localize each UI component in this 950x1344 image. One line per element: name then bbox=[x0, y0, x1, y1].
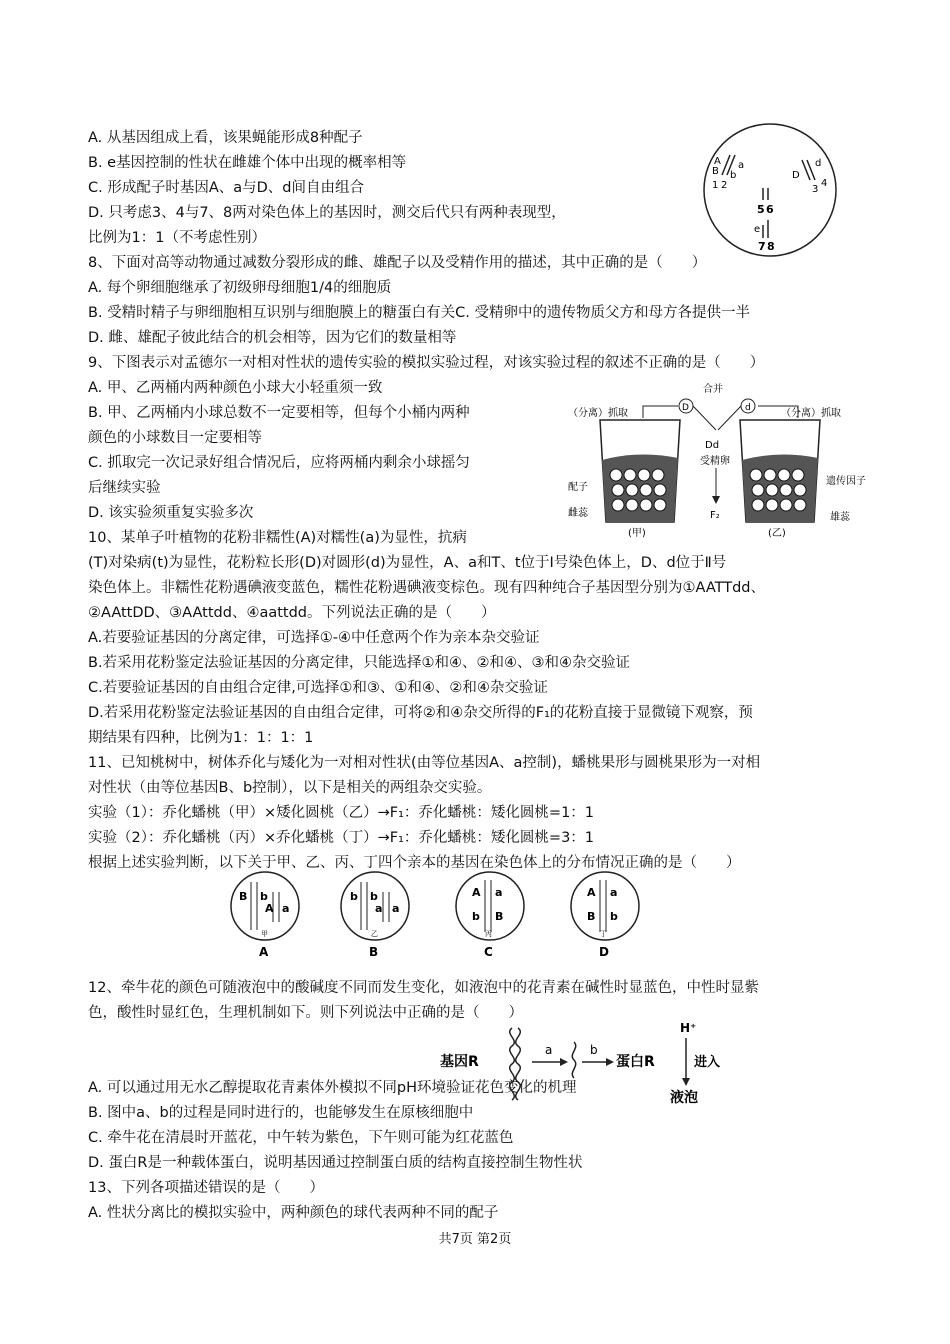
option-A-diagram bbox=[231, 872, 299, 959]
option-letter: A bbox=[259, 945, 269, 959]
option-line: A. 可以通过用无水乙醇提取花青素体外模拟不同pH环境验证花色变化的机理 bbox=[88, 1080, 577, 1096]
enter-label: 进入 bbox=[694, 1055, 721, 1070]
gene-label: b bbox=[260, 890, 268, 903]
gene-label: 5 bbox=[757, 203, 765, 216]
text-line: 染色体上。非糯性花粉遇碘液变蓝色，糯性花粉遇碘液变棕色。现有四种纯合子基因型分别为①AATTdd、 bbox=[88, 580, 765, 596]
gene-label: D bbox=[792, 170, 800, 181]
parent-label: 甲 bbox=[261, 930, 268, 938]
page-footer: 共7页 第2页 bbox=[438, 1232, 512, 1247]
text-line: 实验（1）：乔化蟠桃（甲）×矮化圆桃（乙）→F₁：乔化蟠桃：矮化圆桃=1：1 bbox=[88, 805, 595, 821]
merge-label: 合并 bbox=[703, 384, 723, 395]
text-line: 根据上述实验判断，以下关于甲、乙、丙、丁四个亲本的基因在染色体上的分布情况正确的是（ ） bbox=[88, 855, 741, 871]
gene-label: a bbox=[610, 886, 618, 899]
text-line: 期结果有四种，比例为1：1：1：1 bbox=[88, 730, 314, 746]
text-line: 色，酸性时显红色，生理机制如下。则下列说法中正确的是（ ） bbox=[88, 1005, 523, 1021]
bucket-yi-label: (乙) bbox=[768, 528, 786, 539]
gene-label: a bbox=[495, 886, 503, 899]
option-line: D. 蛋白R是一种载体蛋白，说明基因通过控制蛋白质的结构直接控制生物性状 bbox=[88, 1155, 583, 1171]
option-line: D.若采用花粉鉴定法验证基因的自由组合定律，可将②和④杂交所得的F₁的花粉直接于显微镜下观察，预 bbox=[88, 705, 753, 721]
gene-r-label: 基因R bbox=[440, 1054, 479, 1070]
ball-d: d bbox=[745, 403, 751, 413]
option-B-diagram bbox=[341, 872, 409, 959]
zygote-label: 受精卵 bbox=[700, 456, 730, 467]
gene-label: 6 bbox=[766, 203, 774, 216]
option-line: A.若要验证基因的分离定律，可选择①-④中任意两个作为亲本杂交验证 bbox=[88, 630, 540, 646]
gene-label: a bbox=[392, 902, 400, 915]
option-line: B. e基因控制的性状在雌雄个体中出现的概率相等 bbox=[88, 155, 407, 171]
parent-label: 丙 bbox=[485, 930, 492, 938]
chromosome-cell-figure bbox=[700, 120, 840, 260]
ball-D: D bbox=[682, 403, 689, 413]
proton-label: H⁺ bbox=[680, 1021, 697, 1035]
question-10: 10、某单子叶植物的花粉非糯性(A)对糯性(a)为显性，抗病 bbox=[88, 530, 467, 546]
bucket-jia-label: (甲) bbox=[628, 528, 646, 539]
parent-label: 乙 bbox=[371, 930, 378, 938]
f2-label: F₂ bbox=[710, 510, 720, 521]
pistil-label: 雌蕊 bbox=[568, 508, 588, 519]
option-line: A. 从基因组成上看，该果蝇能形成8种配子 bbox=[88, 130, 363, 146]
gene-label: b bbox=[370, 890, 378, 903]
bucket-simulation-figure bbox=[568, 380, 868, 540]
option-D-diagram bbox=[571, 872, 639, 959]
question-9: 9、下图表示对孟德尔一对相对性状的遗传实验的模拟实验过程，对该实验过程的叙述不正确的是（ ） bbox=[88, 355, 765, 371]
gene-label: b bbox=[730, 170, 737, 181]
gene-label: A bbox=[714, 156, 721, 167]
gene-label: A bbox=[472, 886, 481, 899]
gene-label: A bbox=[587, 886, 596, 899]
option-line: C. 牵牛花在清晨时开蓝花，中午转为紫色，下午则可能为红花蓝色 bbox=[88, 1130, 514, 1146]
question-12: 12、牵牛花的颜色可随液泡中的酸碱度不同而发生变化，如液泡中的花青素在碱性时显蓝色，中性时显紫 bbox=[88, 980, 759, 996]
option-line: B. 受精时精子与卵细胞相互识别与细胞膜上的糖蛋白有关C. 受精卵中的遗传物质父方和母方各提供一半 bbox=[88, 305, 751, 321]
option-line: D. 雌、雄配子彼此结合的机会相等，因为它们的数量相等 bbox=[88, 330, 457, 346]
zygote-genotype: Dd bbox=[705, 440, 720, 451]
text-line: 实验（2）：乔化蟠桃（丙）×乔化蟠桃（丁）→F₁：乔化蟠桃：矮化圆桃=3：1 bbox=[88, 830, 595, 846]
gene-label: 1 bbox=[712, 180, 719, 191]
gene-label: b bbox=[350, 890, 358, 903]
option-line: A. 性状分离比的模拟实验中，两种颜色的球代表两种不同的配子 bbox=[88, 1205, 499, 1221]
option-line: D. 该实验须重复实验多次 bbox=[88, 505, 254, 521]
option-line: A. 每个卵细胞继承了初级卵母细胞1/4的细胞质 bbox=[88, 280, 392, 296]
question-11: 11、已知桃树中，树体乔化与矮化为一对相对性状(由等位基因A、a控制)，蟠桃果形与圆桃果形为一对相 bbox=[88, 755, 761, 771]
option-line: C. 形成配子时基因A、a与D、d间自由组合 bbox=[88, 180, 365, 196]
gene-label: A bbox=[265, 902, 274, 915]
gene-label: 8 bbox=[767, 240, 775, 253]
process-a-label: a bbox=[545, 1043, 553, 1057]
options-abcd-figure bbox=[225, 870, 645, 960]
question-13: 13、下列各项描述错误的是（ ） bbox=[88, 1180, 324, 1196]
option-letter: B bbox=[369, 945, 379, 959]
gene-label: a bbox=[375, 902, 383, 915]
gene-pathway-figure bbox=[440, 1018, 740, 1108]
option-letter: D bbox=[599, 945, 609, 959]
text-line: 比例为1：1（不考虑性别） bbox=[88, 230, 266, 246]
option-line: B.若采用花粉鉴定法验证基因的分离定律，只能选择①和④、②和④、③和④杂交验证 bbox=[88, 655, 631, 671]
text-line: 后继续实验 bbox=[88, 480, 161, 496]
gene-label: B bbox=[239, 890, 248, 903]
gene-label: 3 bbox=[812, 184, 819, 195]
gene-label: B bbox=[712, 166, 719, 177]
gene-label: d bbox=[815, 158, 822, 169]
gene-label: e bbox=[754, 224, 761, 235]
stamen-label: 雄蕊 bbox=[830, 512, 850, 523]
option-line: D. 只考虑3、4与7、8两对染色体上的基因时，测交后代只有两种表现型， bbox=[88, 205, 566, 221]
vacuole-label: 液泡 bbox=[670, 1090, 698, 1106]
option-line: C. 抓取完一次记录好组合情况后，应将两桶内剩余小球摇匀 bbox=[88, 455, 470, 471]
factor-label: 遗传因子 bbox=[826, 476, 866, 487]
question-8: 8、下面对高等动物通过减数分裂形成的雌、雄配子以及受精作用的描述，其中正确的是（ ） bbox=[88, 255, 707, 271]
option-C-diagram bbox=[456, 872, 524, 959]
text-line: (T)对染病(t)为显性，花粉粒长形(D)对圆形(d)为显性，A、a和T、t位于Ⅰ号染色体上，D、d位于Ⅱ号 bbox=[88, 555, 727, 571]
grab-label: （分离）抓取 bbox=[568, 408, 628, 419]
gene-label: 7 bbox=[758, 240, 766, 253]
gene-label: b bbox=[472, 910, 480, 923]
option-line: A. 甲、乙两桶内两种颜色小球大小轻重须一致 bbox=[88, 380, 383, 396]
gene-label: b bbox=[610, 910, 618, 923]
option-line: B. 图中a、b的过程是同时进行的，也能够发生在原核细胞中 bbox=[88, 1105, 474, 1121]
gene-label: 4 bbox=[821, 178, 828, 189]
gene-label: B bbox=[587, 910, 596, 923]
gamete-label: 配子 bbox=[568, 482, 588, 493]
option-letter: C bbox=[484, 945, 493, 959]
grab-label: （分离）抓取 bbox=[781, 408, 841, 419]
parent-label: 丁 bbox=[600, 930, 607, 938]
option-line: B. 甲、乙两桶内小球总数不一定要相等，但每个小桶内两种 bbox=[88, 405, 470, 421]
gene-label: a bbox=[738, 160, 745, 171]
gene-label: a bbox=[282, 902, 290, 915]
protein-r-label: 蛋白R bbox=[616, 1054, 655, 1070]
text-line: 对性状（由等位基因B、b控制），以下是相关的两组杂交实验。 bbox=[88, 780, 492, 796]
text-line: 颜色的小球数目一定要相等 bbox=[88, 430, 262, 446]
gene-label: B bbox=[495, 910, 504, 923]
process-b-label: b bbox=[590, 1043, 598, 1057]
gene-label: 2 bbox=[721, 180, 728, 191]
option-line: C.若要验证基因的自由组合定律,可选择①和③、①和④、②和④杂交验证 bbox=[88, 680, 548, 696]
text-line: ②AAttDD、③AAttdd、④aattdd。下列说法正确的是（ ） bbox=[88, 605, 496, 621]
